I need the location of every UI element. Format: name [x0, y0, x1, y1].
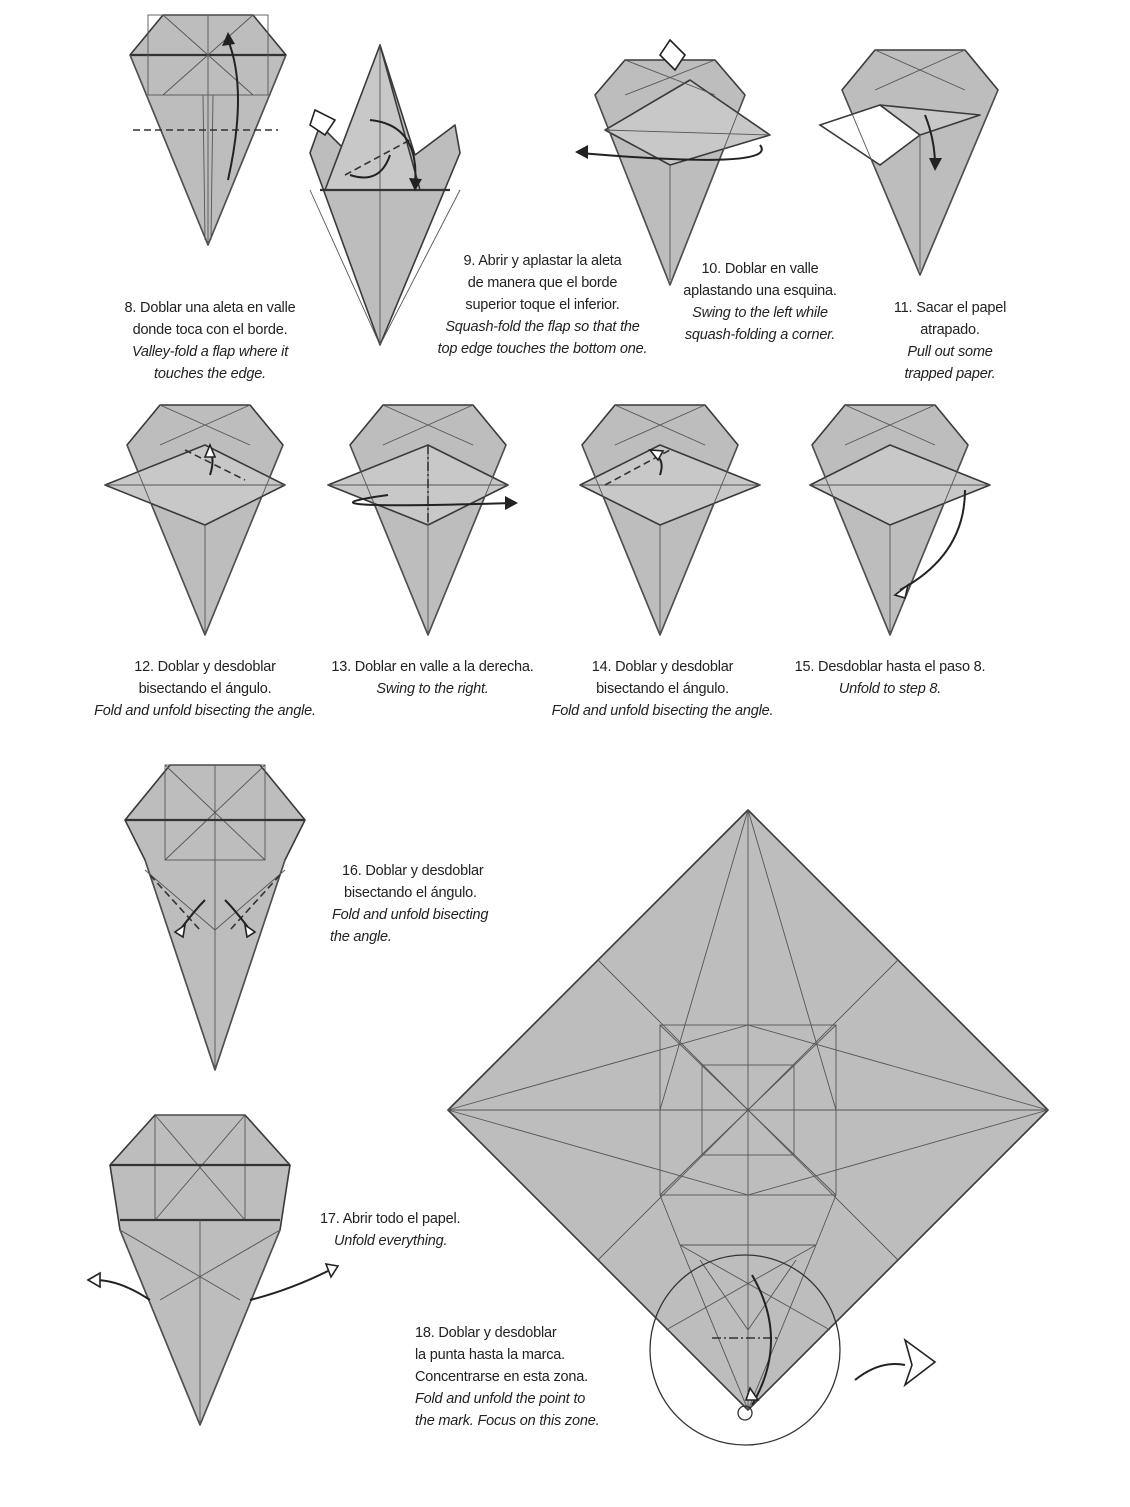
step-16-text-en-1: Fold and unfold bisecting	[332, 907, 489, 923]
step-18-caption	[415, 1322, 655, 1432]
step-18-text-en-1: Fold and unfold the point to	[415, 1391, 586, 1407]
step-18-text-es-2: la punta hasta la marca.	[415, 1347, 565, 1363]
step-8-caption	[105, 297, 315, 385]
step-16-figure	[125, 765, 305, 1070]
step-8-text-es-2: donde toca con el borde.	[132, 322, 288, 338]
step-16-text-es-1: 16. Doblar y desdoblar	[342, 863, 484, 879]
step-13-figure	[328, 405, 518, 635]
step-11-text-en-2: trapped paper.	[904, 366, 996, 382]
step-9-text-es-3: superior toque el inferior.	[465, 297, 620, 313]
step-10-caption	[660, 258, 860, 346]
step-8-text-es-1: 8. Doblar una aleta en valle	[124, 300, 296, 316]
step-9-caption	[405, 250, 680, 360]
step-12-text-es-1: 12. Doblar y desdoblar	[134, 659, 276, 675]
step-11-figure	[820, 50, 998, 275]
step-12-text-en-1: Fold and unfold bisecting the angle.	[94, 703, 316, 719]
step-8-figure	[130, 15, 286, 245]
step-16-text-en-2: the angle.	[330, 929, 392, 945]
step-12-caption	[75, 656, 335, 722]
step-9-text-es-2: de manera que el borde	[467, 275, 618, 291]
step-12-figure	[105, 405, 285, 635]
step-9-text-en-1: Squash-fold the flap so that the	[445, 319, 640, 335]
step-16-text-es-2: bisectando el ángulo.	[344, 885, 477, 901]
step-8-text-en-2: touches the edge.	[154, 366, 266, 382]
step-15-figure	[810, 405, 990, 635]
step-17-caption	[320, 1208, 520, 1252]
step-9-text-en-2: top edge touches the bottom one.	[437, 341, 648, 357]
step-11-caption	[865, 297, 1035, 385]
step-14-text-es-1: 14. Doblar y desdoblar	[591, 659, 734, 675]
step-10-text-es-1: 10. Doblar en valle	[701, 261, 819, 277]
step-14-caption	[535, 656, 790, 722]
step-10-text-en-2: squash-folding a corner.	[684, 327, 836, 343]
step-14-text-en-1: Fold and unfold bisecting the angle.	[551, 703, 774, 719]
step-11-text-en-1: Pull out some	[907, 344, 993, 360]
step-15-text-en-1: Unfold to step 8.	[838, 681, 942, 697]
step-18-text-es-1: 18. Doblar y desdoblar	[415, 1325, 557, 1341]
step-10-text-es-2: aplastando una esquina.	[683, 283, 837, 299]
step-13-caption	[315, 656, 550, 700]
step-12-text-es-2: bisectando el ángulo.	[138, 681, 272, 697]
step-17-text-en-1: Unfold everything.	[334, 1233, 448, 1249]
step-18-text-es-3: Concentrarse en esta zona.	[415, 1369, 588, 1385]
step-17-text-es-1: 17. Abrir todo el papel.	[320, 1211, 461, 1227]
step-10-figure	[575, 40, 770, 285]
step-8-text-en-1: Valley-fold a flap where it	[131, 344, 289, 360]
step-15-text-es-1: 15. Desdoblar hasta el paso 8.	[794, 659, 986, 675]
step-16-caption	[330, 860, 530, 948]
step-18-text-en-2: the mark. Focus on this zone.	[415, 1413, 600, 1429]
step-10-text-en-1: Swing to the left while	[692, 305, 828, 321]
step-15-caption	[780, 656, 1000, 700]
step-11-text-es-1: 11. Sacar el papel	[893, 300, 1007, 316]
step-14-figure	[580, 405, 760, 635]
step-14-text-es-2: bisectando el ángulo.	[596, 681, 729, 697]
step-17-figure	[88, 1115, 338, 1425]
step-9-text-es-1: 9. Abrir y aplastar la aleta	[463, 253, 622, 269]
step-13-text-en-1: Swing to the right.	[376, 681, 489, 697]
step-13-text-es-1: 13. Doblar en valle a la derecha.	[331, 659, 534, 675]
step-11-text-es-2: atrapado.	[920, 322, 980, 338]
